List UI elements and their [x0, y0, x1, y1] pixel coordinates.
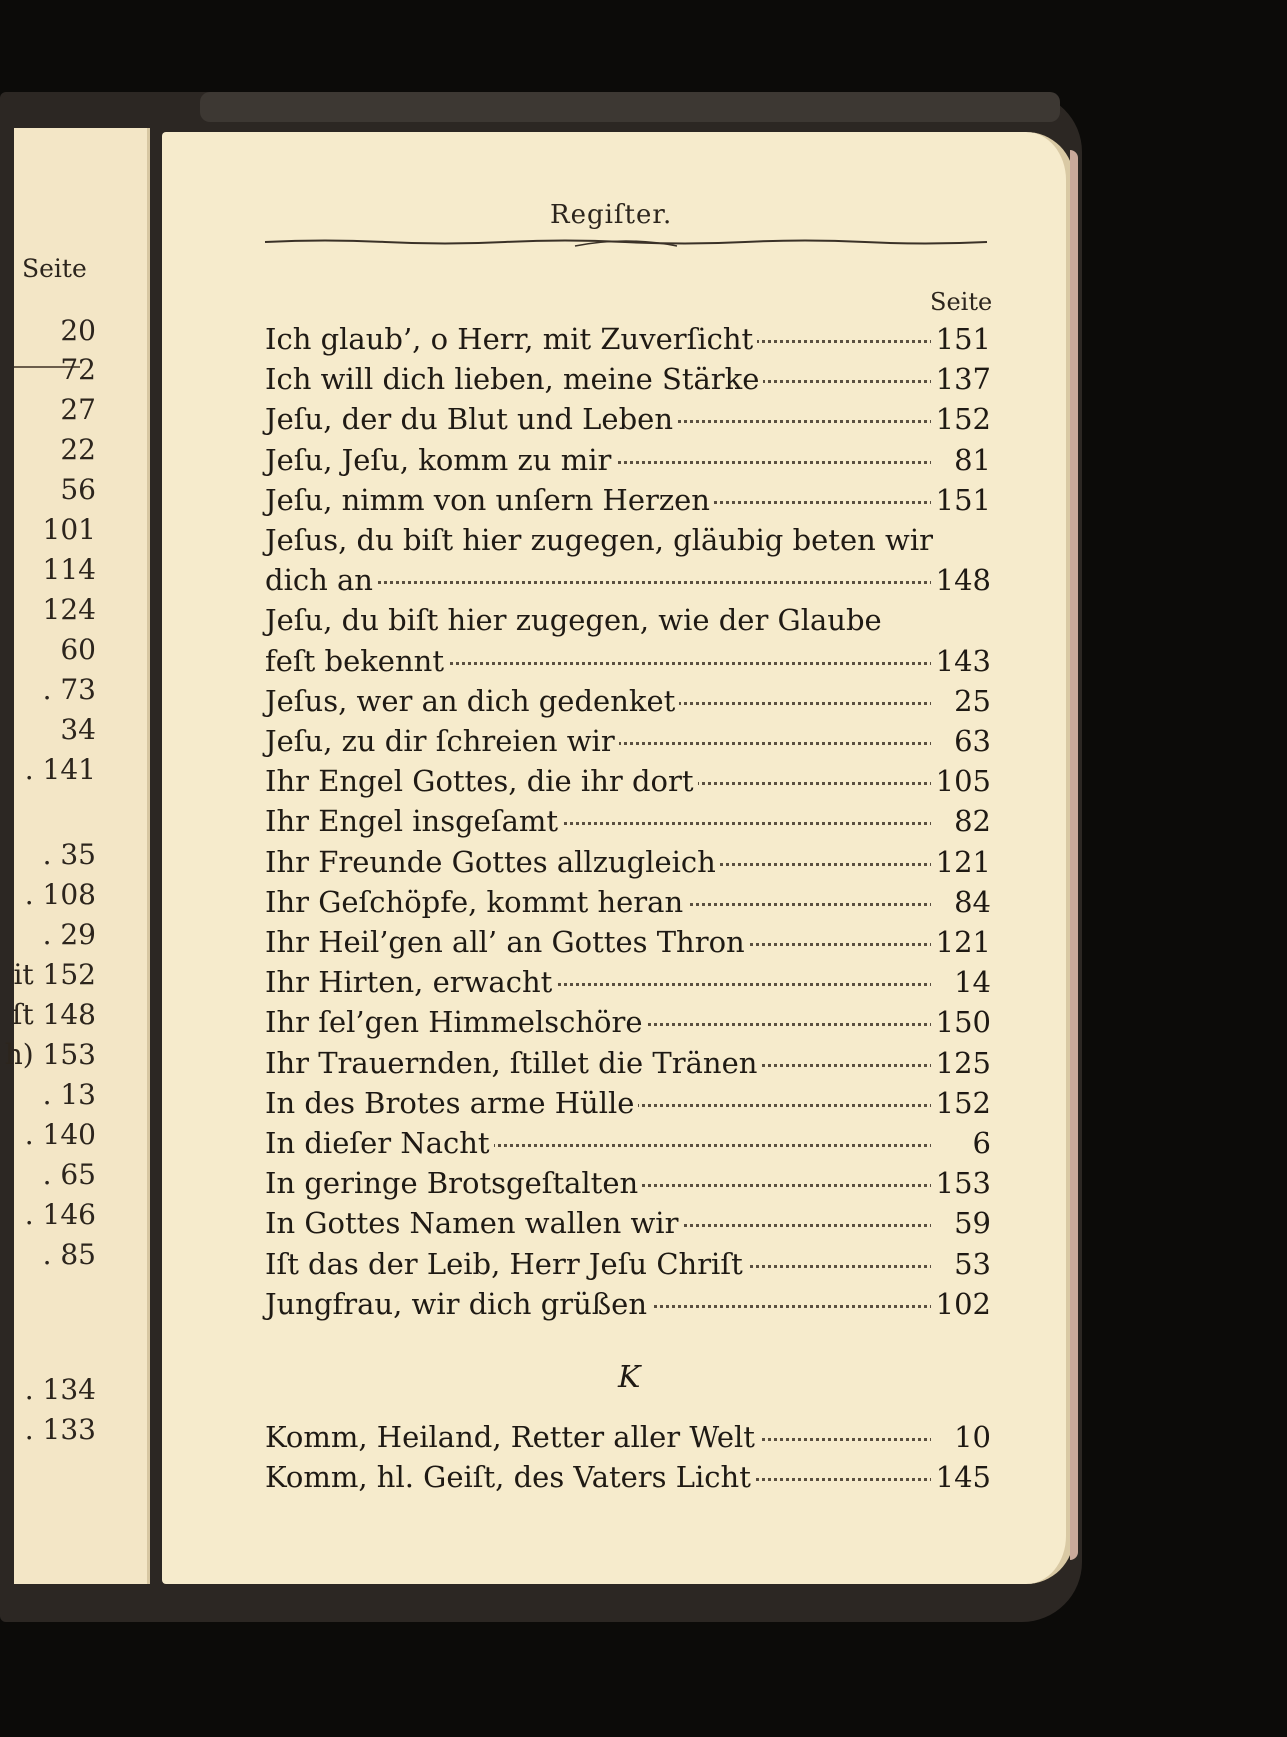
- register-entry: [265, 1005, 991, 1043]
- entry-page-number: 150: [931, 1005, 991, 1039]
- left-page-number: 34: [60, 713, 96, 746]
- entry-page-number: 6: [931, 1126, 991, 1160]
- left-page-number: ſt 148: [12, 998, 96, 1031]
- register-entry: [265, 845, 991, 883]
- entry-page-number: 102: [931, 1287, 991, 1321]
- page-edge: [1070, 150, 1078, 1560]
- entry-title: Jeſu, Jeſu, komm zu mir: [265, 443, 615, 477]
- entry-page-number: 121: [931, 845, 991, 879]
- entry-title: In dieſer Nacht: [265, 1126, 494, 1160]
- entry-page-number: 153: [931, 1166, 991, 1200]
- register-entry: [265, 402, 991, 440]
- register-entry: [265, 885, 991, 923]
- entry-page-number: 151: [931, 483, 991, 517]
- register-entry: [265, 1247, 991, 1285]
- register-entry: [265, 563, 991, 601]
- entry-page-number: 10: [931, 1420, 991, 1454]
- register-entry: [265, 965, 991, 1003]
- left-column-header: Seite: [22, 254, 87, 283]
- entry-title: In des Brotes arme Hülle: [265, 1086, 638, 1120]
- page-column-header: Seite: [930, 288, 993, 316]
- left-page-number: it 152: [13, 958, 96, 991]
- register-entry: [265, 925, 991, 963]
- register-entry: [265, 1166, 991, 1204]
- register-entry: [265, 523, 991, 561]
- left-page-number: . 73: [42, 673, 96, 706]
- book-cover-edge: [200, 92, 1060, 122]
- entry-title: Jeſu, zu dir ſchreien wir: [265, 724, 619, 758]
- left-page-number: 114: [42, 553, 96, 586]
- register-entry: [265, 1420, 991, 1458]
- entry-title: Ihr Trauernden, ſtillet die Tränen: [265, 1046, 761, 1080]
- left-page-number: . 140: [24, 1118, 96, 1151]
- left-page-number: . 133: [24, 1413, 96, 1446]
- entry-title: In Gottes Namen wallen wir: [265, 1206, 682, 1240]
- entry-page-number: 152: [931, 1086, 991, 1120]
- entry-page-number: 148: [931, 563, 991, 597]
- entry-title: Iſt das der Leib, Herr Jeſu Chriſt: [265, 1247, 747, 1281]
- register-entry: [265, 684, 991, 722]
- left-page-number: . 29: [42, 918, 96, 951]
- entry-title: Ich will dich lieben, meine Stärke: [265, 362, 763, 396]
- register-entry: [265, 443, 991, 481]
- left-page-number: . 108: [24, 878, 96, 911]
- left-page-number: h) 153: [4, 1038, 96, 1071]
- section-letter: K: [618, 1360, 641, 1395]
- left-page-number: . 146: [24, 1198, 96, 1231]
- entry-title: feſt bekennt: [265, 644, 448, 678]
- entry-page-number: 121: [931, 925, 991, 959]
- register-entry: [265, 764, 991, 802]
- entry-title: Jeſu, der du Blut und Leben: [265, 402, 677, 436]
- entry-page-number: 63: [931, 724, 991, 758]
- register-entry: [265, 1046, 991, 1084]
- register-entry: [265, 1287, 991, 1325]
- left-page-number: 27: [60, 393, 96, 426]
- left-page-number: 56: [60, 473, 96, 506]
- entry-title: Ihr Geſchöpfe, kommt heran: [265, 885, 687, 919]
- register-entry: [265, 603, 991, 641]
- left-page-number: . 141: [24, 753, 96, 786]
- register-entry: [265, 1126, 991, 1164]
- register-entry: [265, 1086, 991, 1124]
- left-page-number: . 134: [24, 1373, 96, 1406]
- entry-page-number: 151: [931, 322, 991, 356]
- entry-page-number: 53: [931, 1247, 991, 1281]
- left-page-number: 60: [60, 633, 96, 666]
- entry-title: Jeſus, du biſt hier zugegen, gläubig beten wir: [265, 523, 937, 557]
- register-entry: [265, 724, 991, 762]
- entry-page-number: 84: [931, 885, 991, 919]
- left-page-number: 101: [42, 513, 96, 546]
- title-rule: [265, 236, 987, 252]
- left-page-number: 124: [42, 593, 96, 626]
- entry-page-number: 59: [931, 1206, 991, 1240]
- entry-title: Ihr ſel’gen Himmelschöre: [265, 1005, 647, 1039]
- register-entry: [265, 322, 991, 360]
- entry-title: Komm, hl. Geiſt, des Vaters Licht: [265, 1460, 755, 1494]
- entry-page-number: 25: [931, 684, 991, 718]
- left-page-number: 72: [60, 353, 96, 386]
- entry-title: dich an: [265, 563, 377, 597]
- entry-page-number: 143: [931, 644, 991, 678]
- entry-title: Jungfrau, wir dich grüßen: [265, 1287, 651, 1321]
- left-page-number: . 85: [42, 1238, 96, 1271]
- entry-title: Komm, Heiland, Retter aller Welt: [265, 1420, 759, 1454]
- entry-title: Ihr Engel Gottes, die ihr dort: [265, 764, 698, 798]
- entry-page-number: 81: [931, 443, 991, 477]
- left-page-number: 20: [60, 314, 96, 347]
- entry-title: Ihr Engel insgeſamt: [265, 804, 562, 838]
- register-entry: [265, 1460, 991, 1498]
- entry-page-number: 145: [931, 1460, 991, 1494]
- entry-title: Jeſu, nimm von unſern Herzen: [265, 483, 714, 517]
- register-entry: [265, 644, 991, 682]
- entry-page-number: 14: [931, 965, 991, 999]
- left-page-number: . 13: [42, 1078, 96, 1111]
- entry-title: In geringe Brotsgeſtalten: [265, 1166, 642, 1200]
- register-entry: [265, 483, 991, 521]
- entry-title: Jeſus, wer an dich gedenket: [265, 684, 679, 718]
- entry-page-number: 152: [931, 402, 991, 436]
- entry-title: Jeſu, du biſt hier zugegen, wie der Glaube: [265, 603, 886, 637]
- register-entry: [265, 804, 991, 842]
- left-page-number: . 35: [42, 838, 96, 871]
- page-title: Regiſter.: [550, 200, 673, 230]
- entry-page-number: 125: [931, 1046, 991, 1080]
- entry-title: Ihr Heil’gen all’ an Gottes Thron: [265, 925, 749, 959]
- entry-page-number: 82: [931, 804, 991, 838]
- entry-title: Ihr Freunde Gottes allzugleich: [265, 845, 720, 879]
- entry-title: Ich glaub’, o Herr, mit Zuverſicht: [265, 322, 757, 356]
- left-page-number: . 65: [42, 1158, 96, 1191]
- register-entry: [265, 1206, 991, 1244]
- register-entry: [265, 362, 991, 400]
- entry-title: Ihr Hirten, erwacht: [265, 965, 556, 999]
- left-page: [4, 128, 150, 1584]
- entry-page-number: 137: [931, 362, 991, 396]
- left-page-number: 22: [60, 433, 96, 466]
- entry-page-number: 105: [931, 764, 991, 798]
